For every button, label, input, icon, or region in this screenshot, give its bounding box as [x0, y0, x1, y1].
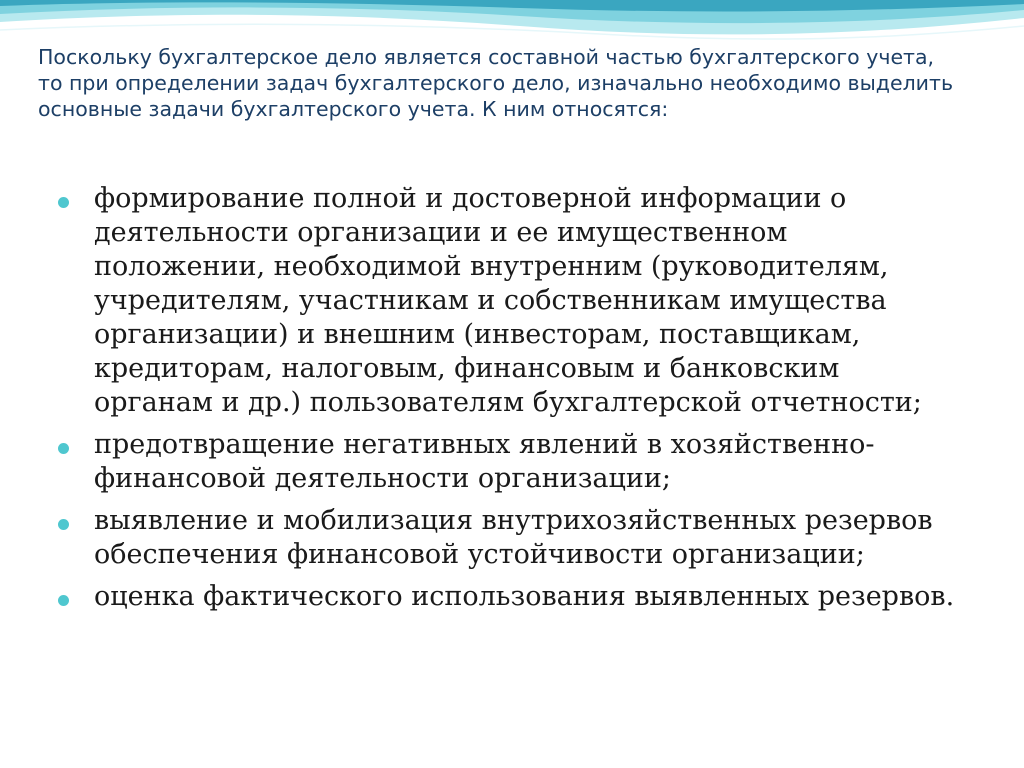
- bullet-list: [56, 182, 956, 622]
- bullet-text: предотвращение негативных явлений в хозяйственно-финансовой деятельности организации;: [94, 429, 875, 494]
- bullet-item: [56, 504, 956, 572]
- bullet-item: [56, 580, 956, 614]
- bullet-text: оценка фактического использования выявленных резервов.: [94, 581, 955, 612]
- bullet-dot-icon: [58, 519, 69, 530]
- bullet-dot-icon: [58, 197, 69, 208]
- bullet-dot-icon: [58, 595, 69, 606]
- bullet-text: формирование полной и достоверной информации о деятельности организации и ее имущественном положении, необходимой внутренним (руководителям, учредителям, участникам и собственникам имущества организации) и внешним (инвесторам, поставщикам, кредиторам, налоговым, финансовым и банковским органам и др.) пользователям бухгалтерской отчетности;: [94, 183, 922, 418]
- bullet-text: выявление и мобилизация внутрихозяйственных резервов обеспечения финансовой устойчивости организации;: [94, 505, 933, 570]
- bullet-item: [56, 182, 956, 420]
- slide-heading: Поскольку бухгалтерское дело является составной частью бухгалтерского учета, то при определении задач бухгалтерского дело, изначально необходимо выделить основные задачи бухгалтерского учета. К ним относятся:: [38, 45, 954, 121]
- bullet-item: [56, 428, 956, 496]
- bullet-dot-icon: [58, 443, 69, 454]
